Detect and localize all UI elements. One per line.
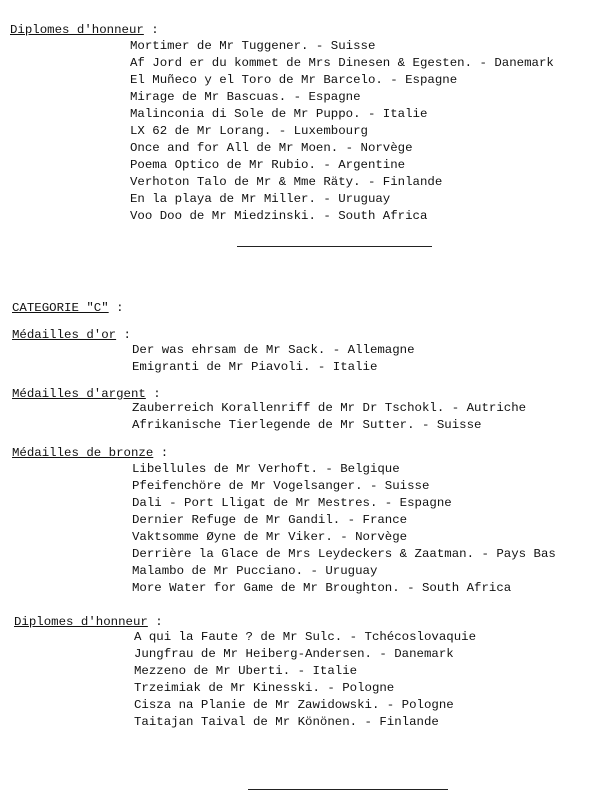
heading-suffix: : <box>116 328 131 342</box>
list-item: Poema Optico de Mr Rubio. - Argentine <box>130 158 406 172</box>
list-item: Pfeifenchöre de Mr Vogelsanger. - Suisse <box>132 479 430 493</box>
list-item: Libellules de Mr Verhoft. - Belgique <box>132 462 400 476</box>
list-item: Af Jord er du kommet de Mrs Dinesen & Egesten. - Danemark <box>130 56 554 70</box>
list-item: Afrikanische Tierlegende de Mr Sutter. - Suisse <box>132 418 482 432</box>
heading-text: Médailles d'or <box>12 328 117 342</box>
list-item: Voo Doo de Mr Miedzinski. - South Africa <box>130 209 428 223</box>
list-item: Malambo de Mr Pucciano. - Uruguay <box>132 564 378 578</box>
heading-text: CATEGORIE "C" <box>12 301 109 315</box>
heading-text: Médailles de bronze <box>12 446 154 460</box>
list-item: Cisza na Planie de Mr Zawidowski. - Pologne <box>134 698 454 712</box>
list-item: Malinconia di Sole de Mr Puppo. - Italie <box>130 107 428 121</box>
list-item: Jungfrau de Mr Heiberg-Andersen. - Danemark <box>134 647 454 661</box>
heading-suffix: : <box>145 387 161 401</box>
list-item: Mirage de Mr Bascuas. - Espagne <box>130 90 361 104</box>
list-item: Trzeimiak de Mr Kinesski. - Pologne <box>134 681 395 695</box>
list-item: LX 62 de Mr Lorang. - Luxembourg <box>130 124 368 138</box>
list-item: El Muñeco y el Toro de Mr Barcelo. - Espagne <box>130 73 458 87</box>
section-heading-medailles-or <box>12 327 131 344</box>
list-item: Vaktsomme Øyne de Mr Viker. - Norvège <box>132 530 408 544</box>
list-item: Dernier Refuge de Mr Gandil. - France <box>132 513 408 527</box>
list-item: Der was ehrsam de Mr Sack. - Allemagne <box>132 343 415 357</box>
heading-suffix: : <box>143 23 159 37</box>
divider-rule <box>248 789 448 790</box>
list-item: Mezzeno de Mr Uberti. - Italie <box>134 664 358 678</box>
section-heading-diplomes-1 <box>10 22 159 39</box>
list-item: En la playa de Mr Miller. - Uruguay <box>130 192 391 206</box>
category-heading <box>12 300 124 317</box>
heading-suffix: : <box>153 446 169 460</box>
divider-rule <box>237 246 432 247</box>
list-item: Emigranti de Mr Piavoli. - Italie <box>132 360 378 374</box>
list-item: Verhoton Talo de Mr & Mme Räty. - Finlande <box>130 175 443 189</box>
list-item: More Water for Game de Mr Broughton. - South Africa <box>132 581 512 595</box>
heading-text: Diplomes d'honneur <box>10 23 144 37</box>
heading-text: Médailles d'argent <box>12 387 146 401</box>
list-item: Dali - Port Lligat de Mr Mestres. - Espagne <box>132 496 452 510</box>
list-item: A qui la Faute ? de Mr Sulc. - Tchécoslovaquie <box>134 630 477 644</box>
heading-suffix: : <box>108 301 124 315</box>
heading-text: Diplomes d'honneur <box>14 615 148 629</box>
heading-suffix: : <box>147 615 163 629</box>
list-item: Once and for All de Mr Moen. - Norvège <box>130 141 413 155</box>
section-heading-medailles-bronze <box>12 445 168 462</box>
list-item: Zauberreich Korallenriff de Mr Dr Tschokl. - Autriche <box>132 401 527 415</box>
list-item: Derrière la Glace de Mrs Leydeckers & Zaatman. - Pays Bas <box>132 547 556 561</box>
list-item: Mortimer de Mr Tuggener. - Suisse <box>130 39 376 53</box>
list-item: Taitajan Taival de Mr Könönen. - Finlande <box>134 715 439 729</box>
